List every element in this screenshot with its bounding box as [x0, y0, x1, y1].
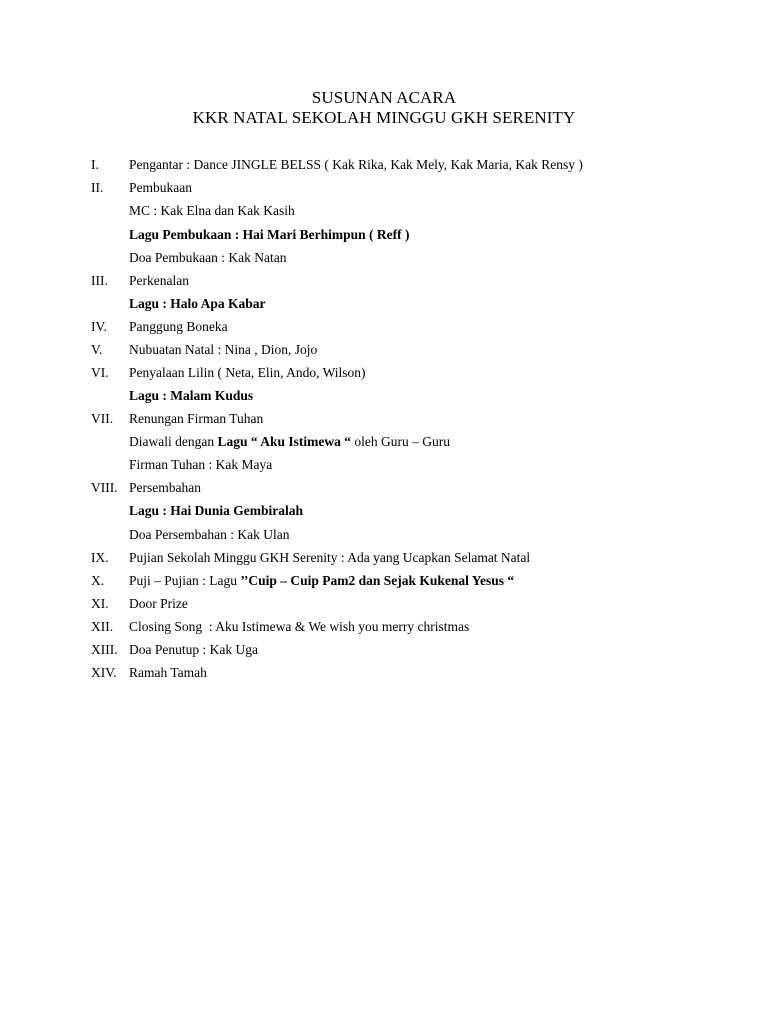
item-number: XIII. — [91, 642, 118, 657]
item-number: X. — [91, 573, 105, 588]
agenda-item — [0, 341, 768, 364]
agenda-subitem-song — [0, 295, 768, 318]
item-text: Persembahan — [129, 480, 201, 495]
agenda-subitem — [0, 202, 768, 225]
agenda-item — [0, 595, 768, 618]
item-text: Nubuatan Natal : Nina , Dion, Jojo — [129, 342, 318, 357]
item-text: Renungan Firman Tuhan — [129, 411, 264, 426]
agenda-item — [0, 664, 768, 687]
song-text: Lagu “ Aku Istimewa “ — [217, 434, 351, 449]
item-number: XII. — [91, 619, 114, 634]
agenda-subitem-song — [0, 226, 768, 249]
agenda-item — [0, 410, 768, 433]
item-number: XIV. — [91, 665, 117, 680]
agenda-item — [0, 641, 768, 664]
item-text: Pujian Sekolah Minggu GKH Serenity : Ada yang Ucapkan Selamat Natal — [129, 550, 531, 565]
agenda-subitem — [0, 456, 768, 479]
document-subtitle: KKR NATAL SEKOLAH MINGGU GKH SERENITY — [192, 108, 576, 127]
item-number: VII. — [91, 411, 114, 426]
agenda-item — [0, 179, 768, 202]
item-text: MC : Kak Elna dan Kak Kasih — [129, 203, 295, 218]
agenda-subitem — [0, 526, 768, 549]
item-number: III. — [91, 273, 108, 288]
item-text: Pengantar : Dance JINGLE BELSS ( Kak Rika, Kak Mely, Kak Maria, Kak Rensy ) — [129, 157, 583, 172]
song-text: Lagu : Halo Apa Kabar — [129, 296, 266, 311]
song-text: Lagu : Hai Dunia Gembiralah — [129, 503, 304, 518]
agenda-item — [0, 572, 768, 595]
item-text: Closing Song : Aku Istimewa & We wish you merry christmas — [129, 619, 470, 634]
item-number: VI. — [91, 365, 109, 380]
agenda-subitem-song — [0, 387, 768, 410]
agenda-item — [0, 549, 768, 572]
item-text: Firman Tuhan : Kak Maya — [129, 457, 273, 472]
item-number: IV. — [91, 319, 107, 334]
agenda-item — [0, 618, 768, 641]
item-number: IX. — [91, 550, 109, 565]
item-text: Penyalaan Lilin ( Neta, Elin, Ando, Wilson) — [129, 365, 366, 380]
document-title: SUSUNAN ACARA — [311, 88, 457, 107]
item-text-suffix: oleh Guru – Guru — [351, 434, 450, 449]
item-text-prefix: Puji – Pujian : Lagu — [129, 573, 241, 588]
agenda-item — [0, 479, 768, 502]
song-text: Lagu : Malam Kudus — [129, 388, 254, 403]
item-text: Doa Penutup : Kak Uga — [129, 642, 258, 657]
item-number: II. — [91, 180, 104, 195]
item-text-prefix: Diawali dengan — [129, 434, 218, 449]
item-number: XI. — [91, 596, 109, 611]
item-text: Door Prize — [129, 596, 188, 611]
agenda-item — [0, 318, 768, 341]
agenda-item — [0, 364, 768, 387]
item-number: I. — [91, 157, 99, 172]
agenda-subitem-song — [0, 502, 768, 525]
item-text: Ramah Tamah — [129, 665, 207, 680]
agenda-subitem — [0, 249, 768, 272]
agenda-item — [0, 156, 768, 179]
item-text — [129, 433, 450, 451]
item-text: Doa Pembukaan : Kak Natan — [129, 250, 287, 265]
item-text: Pembukaan — [129, 180, 192, 195]
agenda-subitem — [0, 433, 768, 456]
item-number: V. — [91, 342, 103, 357]
song-text: Lagu Pembukaan : Hai Mari Berhimpun ( Reff ) — [129, 227, 410, 242]
item-text: Doa Persembahan : Kak Ulan — [129, 527, 290, 542]
song-text: ’’Cuip – Cuip Pam2 dan Sejak Kukenal Yesus “ — [240, 573, 515, 588]
item-text: Panggung Boneka — [129, 319, 228, 334]
item-number: VIII. — [91, 480, 118, 495]
item-text — [129, 572, 514, 590]
item-text: Perkenalan — [129, 273, 189, 288]
agenda-item — [0, 272, 768, 295]
